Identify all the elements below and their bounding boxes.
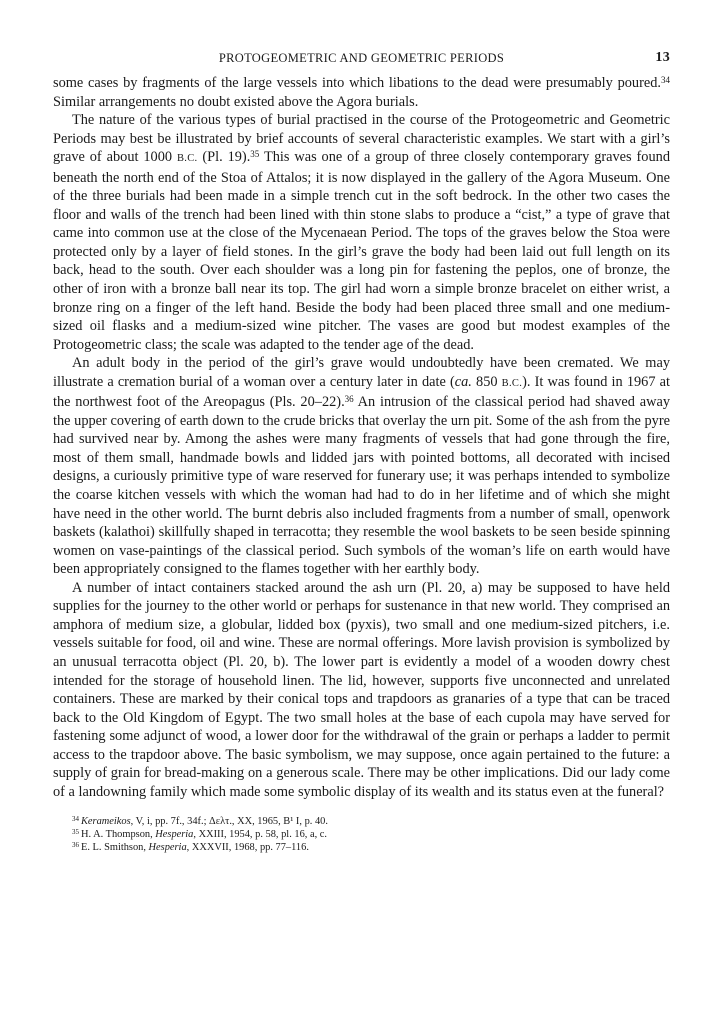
running-title: PROTOGEOMETRIC AND GEOMETRIC PERIODS [218, 51, 505, 65]
footnote [53, 841, 670, 854]
text-run: An adult body in the period of the girl’s grave would undoubtedly have been cremated. We may illustrate a cremation burial of a woman over a century later in date ( [53, 355, 670, 390]
paragraph [53, 74, 670, 111]
paragraph [53, 354, 670, 579]
italic-text: Hesperia [155, 829, 194, 841]
text-run: , XXXVII, 1968, pp. 77–116. [186, 842, 309, 854]
text-run: some cases by fragments of the large vessels into which libations to the dead were presumably poured. [53, 75, 661, 91]
footnote-ref: 35 [250, 149, 260, 160]
text-run: , XXIII, 1954, p. 58, pl. 16, a, c. [193, 829, 327, 841]
text-run: (Pl. 19). [197, 149, 251, 166]
italic-text: ca. [454, 373, 472, 390]
small-caps-text: B.C. [176, 153, 198, 165]
body-text [53, 74, 670, 801]
text-run: Similar arrangements no doubt existed above the Agora burials. [53, 93, 419, 110]
running-head [53, 46, 670, 68]
paragraph [53, 111, 670, 354]
text-run: E. L. Smithson, [81, 842, 149, 854]
footnote [53, 828, 670, 841]
text-run: H. A. Thompson, [81, 829, 156, 841]
footnote-ref: 36 [344, 394, 354, 405]
italic-text: Hesperia [148, 842, 187, 854]
footnotes [53, 815, 670, 854]
small-caps-text: B.C. [501, 377, 523, 389]
footnote-ref: 36 [72, 841, 79, 850]
footnote-ref: 34 [72, 815, 79, 824]
book-page [53, 46, 670, 854]
footnote-ref: 35 [72, 828, 79, 837]
text-run: An intrusion of the classical period had shaved away the upper covering of earth down to the crude bricks that overlay the urn pit. Some of the ash from the pyre had survived near by. Among the ashes were many fragments of vessels that had gone through the fire, most of them small, handmade bowls and lidded jars with pointed bottoms, all decorated with incised designs, a curiously primitive type of ware reserved for funerary use; it was perhaps intended to symbolize the coarse kitchen vessels with which the woman had had to do in her lifetime and of which she might have need in the other world. The burnt debris also included fragments from a number of small, openwork baskets (kalathoi) skillfully shaped in terracotta; they resemble the wool baskets to be seen beside spinning women on vase-paintings of the classical period. Such symbols of the woman’s life on earth would have been appropriately consigned to the flames together with her earthly body. [53, 394, 670, 578]
text-run: , V, i, pp. 7f., 34f.; Δελτ., XX, 1965, B¹ I, p. 40. [130, 816, 328, 828]
footnote [53, 815, 670, 828]
footnote-ref: 34 [661, 75, 670, 85]
text-run: A number of intact containers stacked around the ash urn (Pl. 20, a) may be supposed to have held supplies for the journey to the other world or perhaps for sustenance in that new world. They comprised an amphora of medium size, a globular, lidded box (pyxis), two small and one medium-sized pitchers, i.e. vessels suitable for food, oil and wine. These are normal offerings. More lavish provision is symbolized by an unusual terracotta object (Pl. 20, b). The lower part is evidently a model of a wooden dowry chest intended for the storage of household linen. The lid, however, supports five unconnected and unrelated containers. These are marked by their conical tops and trapdoors as granaries of a type that can be traced back to the Old Kingdom of Egypt. The two small holes at the base of each cupola may have served for fastening some adjunct of wood, a lower door for the withdrawal of the grain or perhaps a ladder to permit access to the trapdoor above. The basic symbolism, we may suppose, once again pertained to the future: a supply of grain for bread-making on a generous scale. There may be other implications. Did our lady come of a landowning family which made some symbolic display of its wealth and its status even at the funeral? [53, 579, 670, 800]
paragraph [53, 579, 670, 802]
page-number: 13 [655, 50, 670, 65]
italic-text: Kerameikos [81, 816, 131, 828]
text-run: 850 [471, 373, 502, 390]
text-run: The nature of the various types of burial practised in the course of the Protogeometric and Geometric Periods may best be illustrated by brief accounts of several characteristic examples. We start with a girl’s grave of about 1000 [53, 112, 670, 166]
text-run: This was one of a group of three closely contemporary graves found beneath the north end of the Stoa of Attalos; it is now displayed in the gallery of the Agora Museum. One of the three burials had been made in a simple trench cut in the soft bedrock. In the other two cases the floor and walls of the trench had been lined with thin stone slabs to produce a “cist,” a type of grave that came into common use at the close of the Mycenaean Period. The tops of the graves below the Stoa were protected only by a layer of field stones. In the girl’s grave the body had been laid out full length on its back, head to the south. Over each shoulder was a long pin for fastening the peplos, one of bronze, the other of iron with a bronze ball near its top. The girl had worn a simple bronze bracelet on either wrist, a bronze ring on a finger of the left hand. Beside the body had been placed three small and one medium-sized oil flasks and a medium-sized wine pitcher. The vases are good but modest examples of the Protogeometric class; the scale was adapted to the tender age of the dead. [53, 149, 670, 353]
text-run: ). It was found in 1967 at the northwest foot of the Areopagus (Pls. 20–22). [53, 373, 671, 411]
